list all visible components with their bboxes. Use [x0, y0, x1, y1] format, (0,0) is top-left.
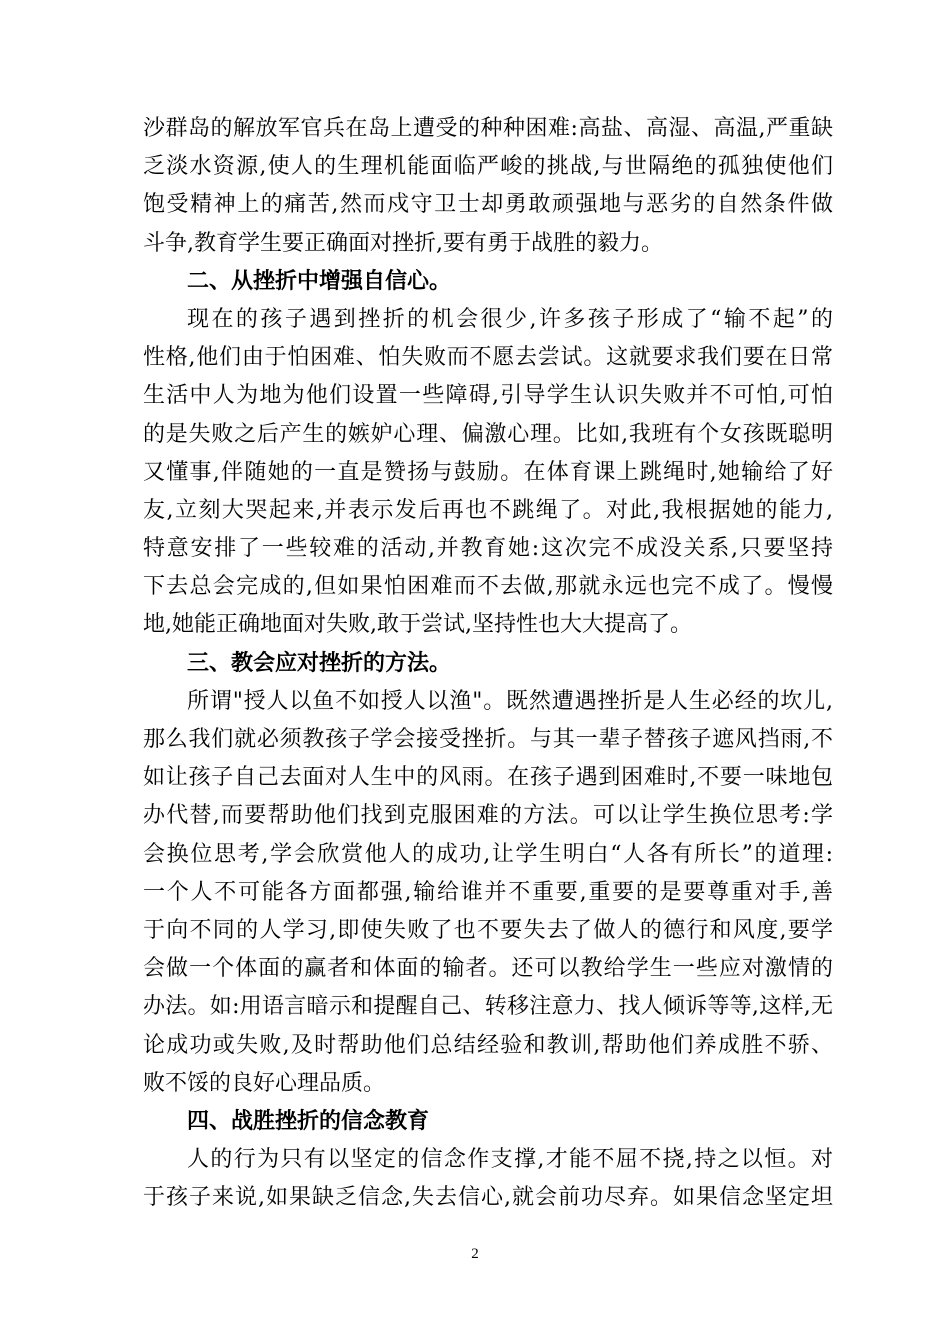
text-line: 又懂事,伴随她的一直是赞扬与鼓励。在体育课上跳绳时,她输给了好: [143, 459, 833, 485]
text-line: 地,她能正确地面对失败,敢于尝试,坚持性也大大提高了。: [143, 612, 692, 638]
text-line: 生活中人为地为他们设置一些障碍,引导学生认识失败并不可怕,可怕: [143, 383, 833, 409]
text-line: 论成功或失败,及时帮助他们总结经验和教训,帮助他们养成胜不骄、: [143, 1032, 833, 1058]
text-line: 友,立刻大哭起来,并表示发后再也不跳绳了。对此,我根据她的能力,: [143, 497, 833, 523]
text-line: 斗争,教育学生要正确面对挫折,要有勇于战胜的毅力。: [143, 230, 663, 256]
text-line: 现在的孩子遇到挫折的机会很少,许多孩子形成了“输不起”的: [187, 306, 833, 332]
text-line: 败不馁的良好心理品质。: [143, 1070, 386, 1096]
text-line: 乏淡水资源,使人的生理机能面临严峻的挑战,与世隔绝的孤独使他们: [143, 154, 833, 180]
text-line: 会换位思考,学会欣赏他人的成功,让学生明白“人各有所长”的道理:: [143, 841, 833, 867]
text-line: 那么我们就必须教孩子学会接受挫折。与其一辈子替孩子遮风挡雨,不: [143, 727, 833, 752]
text-line: 的是失败之后产生的嫉妒心理、偏激心理。比如,我班有个女孩既聪明: [143, 421, 833, 447]
page-number: 2: [471, 1246, 479, 1262]
text-line: 于孩子来说,如果缺乏信念,失去信心,就会前功尽弃。如果信念坚定坦: [143, 1185, 833, 1211]
text-line: 沙群岛的解放军官兵在岛上遭受的种种困难:高盐、高湿、高温,严重缺: [143, 116, 833, 141]
text-line: 办代替,而要帮助他们找到克服困难的方法。可以让学生换位思考:学: [143, 803, 833, 829]
text-line: 所谓"授人以鱼不如授人以渔"。既然遭遇挫折是人生必经的坎儿,: [187, 688, 833, 714]
document-body: [143, 110, 833, 1217]
section-heading: 二、从挫折中增强自信心。: [187, 268, 452, 294]
text-line: 性格,他们由于怕困难、怕失败而不愿去尝试。这就要求我们要在日常: [143, 345, 833, 371]
text-line: 特意安排了一些较难的活动,并教育她:这次完不成没关系,只要坚持: [143, 536, 833, 562]
text-line: 一个人不可能各方面都强,输给谁并不重要,重要的是要尊重对手,善: [143, 879, 833, 905]
text-line: 人的行为只有以坚定的信念作支撑,才能不屈不挠,持之以恒。对: [187, 1147, 833, 1173]
text-line: 下去总会完成的,但如果怕困难而不去做,那就永远也完不成了。慢慢: [143, 574, 833, 600]
text-line: 饱受精神上的痛苦,然而戍守卫士却勇敢顽强地与恶劣的自然条件做: [143, 192, 833, 218]
text-line: 于向不同的人学习,即使失败了也不要失去了做人的德行和风度,要学: [143, 917, 833, 943]
section-heading: 三、教会应对挫折的方法。: [187, 650, 452, 676]
text-line: 办法。如:用语言暗示和提醒自己、转移注意力、找人倾诉等等,这样,无: [143, 994, 833, 1020]
text-line: 如让孩子自己去面对人生中的风雨。在孩子遇到困难时,不要一味地包: [143, 765, 833, 791]
section-heading: 四、战胜挫折的信念教育: [187, 1108, 430, 1134]
text-line: 会做一个体面的赢者和体面的输者。还可以教给学生一些应对激情的: [143, 956, 833, 982]
